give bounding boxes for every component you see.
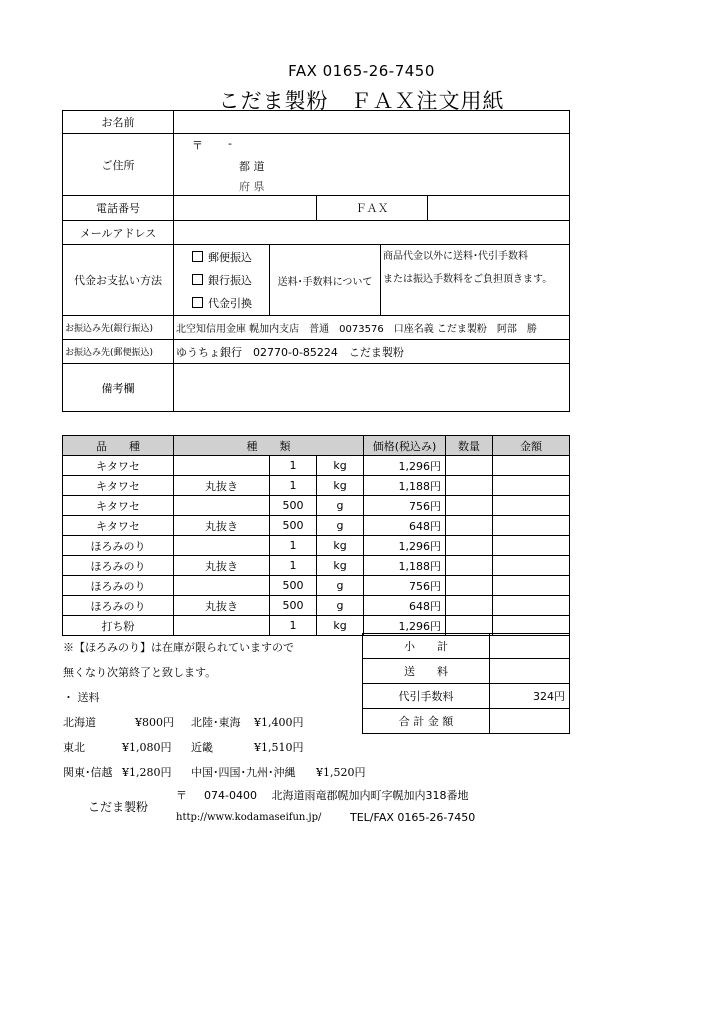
- postal-dash: -: [228, 137, 232, 150]
- unit-cell: kg: [317, 476, 364, 496]
- variant-cell: 丸抜き: [174, 516, 270, 536]
- unit-cell: kg: [317, 556, 364, 576]
- footer-address: 074-0400 北海道雨竜郡幌加内町字幌加内318番地: [204, 789, 469, 802]
- price-cell: 756円: [364, 496, 446, 516]
- checkbox-icon[interactable]: [192, 274, 203, 285]
- price-cell: 1,296円: [364, 536, 446, 556]
- fax-label: ＦＡＸ: [317, 196, 428, 221]
- variant-cell: [174, 616, 270, 636]
- email-field[interactable]: [174, 221, 570, 245]
- postal-mark: 〒: [192, 139, 203, 152]
- rate-price: ¥1,520円: [316, 766, 366, 779]
- variant-cell: [174, 536, 270, 556]
- page-title: こだま製粉 ＦＡＸ注文用紙: [218, 89, 505, 113]
- header-amount: 金額: [493, 436, 570, 456]
- checkbox-icon[interactable]: [192, 297, 203, 308]
- table-row: [63, 576, 570, 596]
- amount-cell[interactable]: [493, 476, 570, 496]
- size-cell: 1: [270, 456, 317, 476]
- footer-url[interactable]: http://www.kodamaseifun.jp/: [176, 812, 322, 823]
- amount-cell[interactable]: [493, 576, 570, 596]
- variant-cell: [174, 496, 270, 516]
- product-cell: ほろみのり: [63, 556, 174, 576]
- checkbox-icon[interactable]: [192, 251, 203, 262]
- size-cell: 1: [270, 556, 317, 576]
- quantity-input[interactable]: [446, 496, 493, 516]
- todo-label: 都 道: [239, 160, 265, 173]
- postal-transfer-value: ゆうちょ銀行 02770-0-85224 こだま製粉: [174, 340, 570, 364]
- rate-region: 関東･信越: [63, 766, 113, 779]
- remarks-field[interactable]: [174, 364, 570, 412]
- fee-note: 商品代金以外に送料･代引手数料 または振込手数料をご負担頂きます。: [381, 245, 570, 316]
- shipping-label: 送 料: [363, 659, 490, 684]
- unit-cell: kg: [317, 456, 364, 476]
- size-cell: 500: [270, 576, 317, 596]
- subtotal-label: 小 計: [363, 634, 490, 659]
- price-cell: 648円: [364, 596, 446, 616]
- quantity-input[interactable]: [446, 556, 493, 576]
- total-label: 合 計 金 額: [363, 709, 490, 734]
- unit-cell: g: [317, 516, 364, 536]
- variant-cell: 丸抜き: [174, 596, 270, 616]
- quantity-input[interactable]: [446, 516, 493, 536]
- table-row: [63, 456, 570, 476]
- price-cell: 756円: [364, 576, 446, 596]
- table-row: [63, 476, 570, 496]
- quantity-input[interactable]: [446, 476, 493, 496]
- header-price: 価格(税込み): [364, 436, 446, 456]
- quantity-input[interactable]: [446, 576, 493, 596]
- size-cell: 500: [270, 496, 317, 516]
- order-table: [62, 435, 570, 636]
- fax-field[interactable]: [428, 196, 570, 221]
- header-product: 品 種: [63, 436, 174, 456]
- quantity-input[interactable]: [446, 456, 493, 476]
- footer-company: こだま製粉: [88, 800, 149, 814]
- phone-label: 電話番号: [63, 196, 174, 221]
- variant-cell: [174, 456, 270, 476]
- product-cell: 打ち粉: [63, 616, 174, 636]
- rate-region: 近畿: [191, 741, 213, 754]
- rate-price: ¥1,080円: [122, 741, 172, 754]
- unit-cell: g: [317, 496, 364, 516]
- price-cell: 1,188円: [364, 556, 446, 576]
- rate-region: 北海道: [63, 716, 96, 729]
- payment-option-postal[interactable]: 郵便振込: [192, 246, 265, 269]
- price-cell: 1,296円: [364, 616, 446, 636]
- table-row: [63, 496, 570, 516]
- payment-option-cod[interactable]: 代金引換: [192, 292, 265, 315]
- stock-note: ※【ほろみのり】は在庫が限られていますので: [63, 641, 294, 654]
- fax-number-heading: FAX 0165-26-7450: [288, 62, 435, 80]
- table-row: [63, 596, 570, 616]
- footer-tel: TEL/FAX 0165-26-7450: [350, 811, 476, 824]
- variant-cell: 丸抜き: [174, 476, 270, 496]
- unit-cell: g: [317, 576, 364, 596]
- payment-label: 代金お支払い方法: [63, 245, 174, 316]
- cod-fee-label: 代引手数料: [363, 684, 490, 709]
- product-cell: キタワセ: [63, 516, 174, 536]
- variant-cell: [174, 576, 270, 596]
- quantity-input[interactable]: [446, 536, 493, 556]
- rate-region: 東北: [63, 741, 85, 754]
- amount-cell[interactable]: [493, 516, 570, 536]
- remarks-label: 備考欄: [63, 364, 174, 412]
- stock-note-2: 無くなり次第終了と致します。: [63, 666, 217, 679]
- payment-option-bank[interactable]: 銀行振込: [192, 269, 265, 292]
- price-cell: 1,188円: [364, 476, 446, 496]
- unit-cell: kg: [317, 616, 364, 636]
- summary-table: [362, 633, 570, 734]
- quantity-input[interactable]: [446, 596, 493, 616]
- amount-cell[interactable]: [493, 536, 570, 556]
- fee-label: 送料･手数料について: [270, 245, 381, 316]
- product-cell: キタワセ: [63, 476, 174, 496]
- name-field[interactable]: [174, 111, 570, 134]
- rate-price: ¥800円: [135, 716, 174, 729]
- amount-cell[interactable]: [493, 556, 570, 576]
- table-row: [63, 516, 570, 536]
- rate-region: 北陸･東海: [191, 716, 241, 729]
- address-field[interactable]: [174, 134, 570, 196]
- size-cell: 500: [270, 596, 317, 616]
- fuken-label: 府 県: [239, 180, 265, 193]
- postal-transfer-label: お振込み先(郵便振込): [63, 340, 174, 364]
- rate-region: 中国･四国･九州･沖縄: [191, 766, 296, 779]
- rate-price: ¥1,510円: [254, 741, 304, 754]
- phone-field[interactable]: [174, 196, 317, 221]
- size-cell: 1: [270, 536, 317, 556]
- product-cell: ほろみのり: [63, 536, 174, 556]
- rate-price: ¥1,400円: [254, 716, 304, 729]
- table-row: [63, 556, 570, 576]
- table-row: [63, 536, 570, 556]
- size-cell: 1: [270, 476, 317, 496]
- product-cell: キタワセ: [63, 456, 174, 476]
- email-label: メールアドレス: [63, 221, 174, 245]
- cod-fee-value: 324円: [490, 684, 570, 709]
- rate-price: ¥1,280円: [122, 766, 172, 779]
- size-cell: 500: [270, 516, 317, 536]
- product-cell: キタワセ: [63, 496, 174, 516]
- subtotal-value[interactable]: [490, 634, 570, 659]
- amount-cell[interactable]: [493, 596, 570, 616]
- unit-cell: kg: [317, 536, 364, 556]
- variant-cell: 丸抜き: [174, 556, 270, 576]
- header-qty: 数量: [446, 436, 493, 456]
- shipping-title: ・ 送料: [63, 691, 100, 704]
- payment-options: [174, 245, 270, 316]
- product-cell: ほろみのり: [63, 596, 174, 616]
- amount-cell[interactable]: [493, 456, 570, 476]
- product-cell: ほろみのり: [63, 576, 174, 596]
- header-type: 種 類: [174, 436, 364, 456]
- total-value[interactable]: [490, 709, 570, 734]
- footer-postal-mark: 〒: [176, 789, 187, 802]
- address-label: ご住所: [63, 134, 174, 196]
- shipping-value[interactable]: [490, 659, 570, 684]
- unit-cell: g: [317, 596, 364, 616]
- price-cell: 1,296円: [364, 456, 446, 476]
- customer-form: [62, 110, 570, 412]
- bank-transfer-label: お振込み先(銀行振込): [63, 316, 174, 340]
- amount-cell[interactable]: [493, 496, 570, 516]
- bank-transfer-value: 北空知信用金庫 幌加内支店 普通 0073576 口座名義 こだま製粉 阿部 勝: [174, 316, 570, 340]
- size-cell: 1: [270, 616, 317, 636]
- price-cell: 648円: [364, 516, 446, 536]
- name-label: お名前: [63, 111, 174, 134]
